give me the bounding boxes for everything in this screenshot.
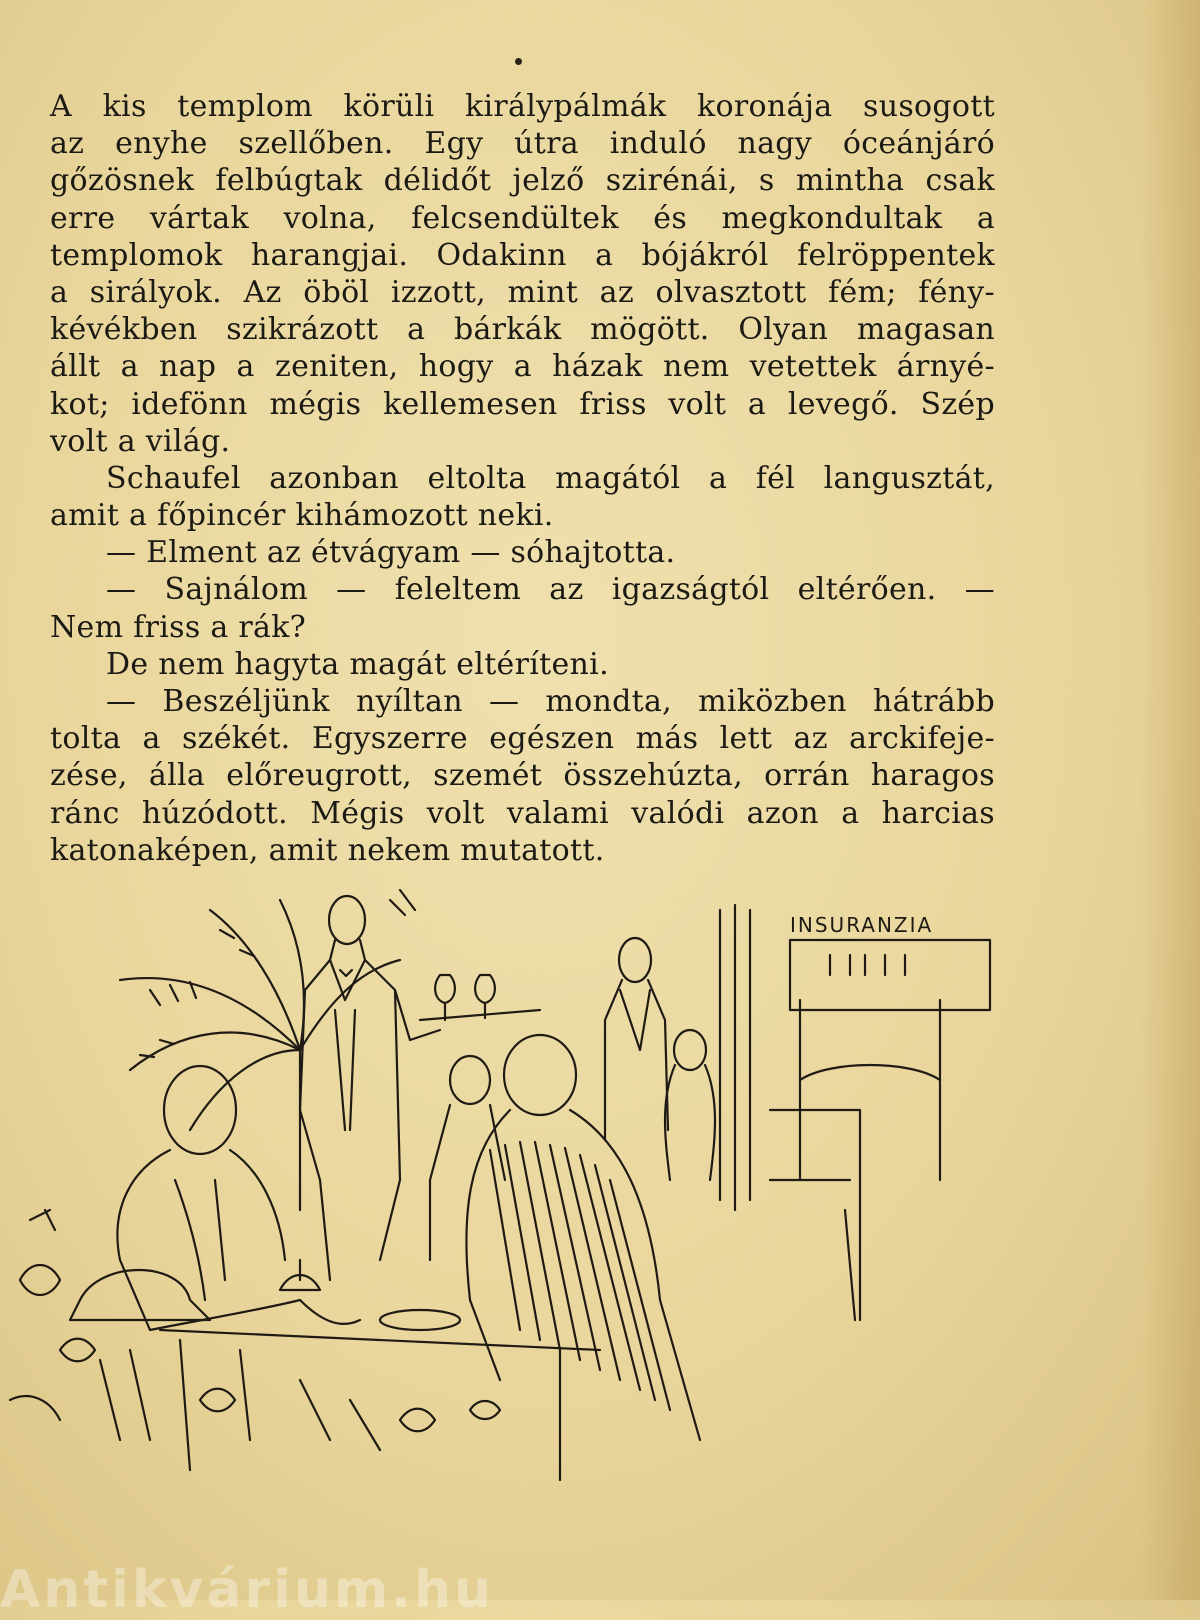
body-text — [50, 88, 995, 869]
text-line: templomok harangjai. Odakinn a bójákról felröppentek — [50, 237, 995, 273]
watermark: Antikvárium.hu — [0, 1560, 494, 1620]
text-line: ránc húzódott. Mégis volt valami valódi azon a harcias — [50, 795, 995, 831]
text-line: A kis templom körüli királypálmák koronája susogott — [50, 89, 995, 124]
text-line: De nem hagyta magát eltéríteni. — [106, 646, 609, 682]
text-line: Nem friss a rák? — [50, 609, 307, 645]
text-line: kot; idefönn mégis kellemesen friss volt a levegő. Szép — [50, 386, 995, 422]
text-line: az enyhe szellőben. Egy útra induló nagy óceánjáró — [50, 126, 995, 162]
text-line: — Sajnálom — feleltem az igazságtól eltérően. — — [106, 572, 995, 608]
text-line: — Elment az étvágyam — sóhajtotta. — [106, 535, 676, 571]
text-line: volt a világ. — [50, 423, 231, 459]
restaurant-sketch-illustration — [0, 880, 1000, 1520]
text-line: erre vártak volna, felcsendültek és megkondultak a — [50, 200, 995, 236]
text-line: — Beszéljünk nyíltan — mondta, miközben hátrább — [106, 684, 995, 719]
text-line: katonaképen, amit nekem mutatott. — [50, 832, 605, 868]
text-line: Schaufel azonban eltolta magától a fél langusztát, — [106, 460, 995, 496]
page-edge-shadow — [1140, 0, 1200, 1600]
text-line: gőzösnek felbúgtak délidőt jelző szirénái, s mintha csak — [50, 163, 995, 199]
text-line: állt a nap a zeniten, hogy a házak nem vetettek árnyé- — [50, 349, 995, 385]
insuranzia-sign: INSURANZIA — [790, 913, 934, 937]
text-line: tolta a székét. Egyszerre egészen más lett az arckifeje- — [50, 721, 995, 757]
text-line: amit a főpincér kihámozott neki. — [50, 498, 554, 534]
page-mark-dot — [515, 58, 522, 65]
text-line: zése, álla előreugrott, szemét összehúzta, orrán haragos — [50, 758, 995, 794]
text-line: a sirályok. Az öböl izzott, mint az olvasztott fém; fény- — [50, 274, 995, 310]
text-line: kévékben szikrázott a bárkák mögött. Olyan magasan — [50, 312, 995, 348]
